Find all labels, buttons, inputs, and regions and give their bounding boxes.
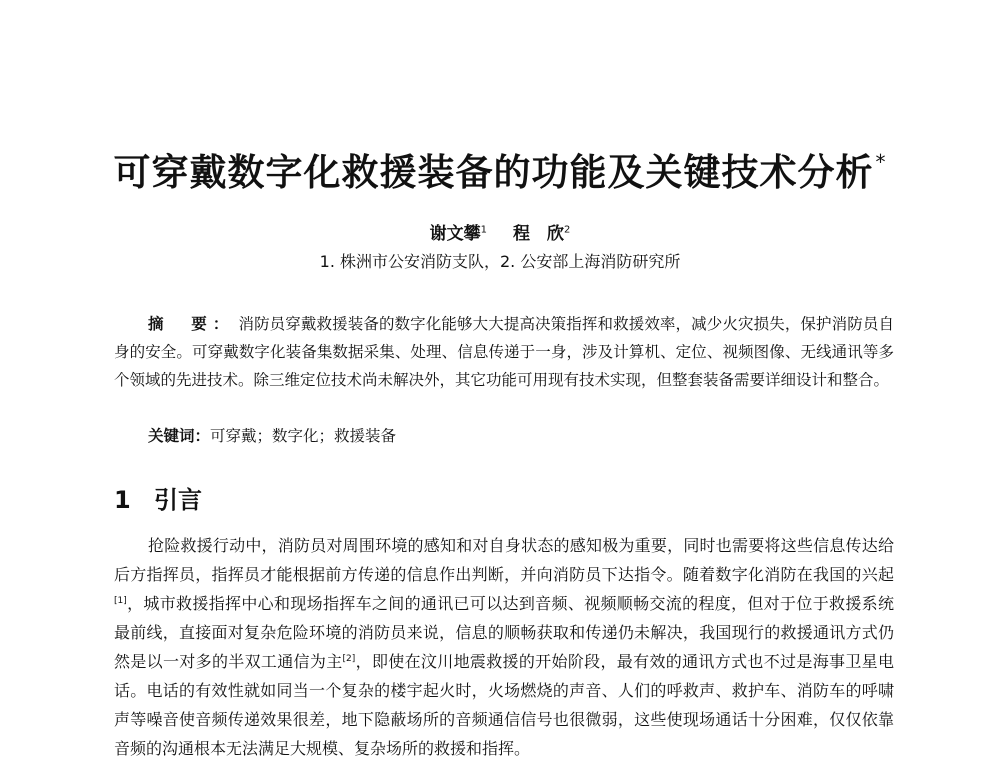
author-name: 谢文攀 [429, 224, 481, 244]
abstract-text: 消防员穿戴救援装备的数字化能够大大提高决策指挥和救援效率，减少火灾损失，保护消防员自身的安全。可穿戴数字化装备集数据采集、处理、信息传递于一身，涉及计算机、定位、视频图像、无线通讯等多个领域的先进技术。除三维定位技术尚未解决外，其它功能可用现有技术实现，但整套装备需要详细设计和整合。 [114, 315, 894, 389]
paper-title-text: 可穿戴数字化救援装备的功能及关键技术分析 [113, 151, 874, 194]
citation-mark: [2] [342, 654, 356, 664]
section-number: 1 [114, 486, 131, 514]
abstract [114, 310, 894, 394]
body-paragraph [114, 531, 894, 763]
author-line [0, 219, 1000, 244]
abstract-label: 摘 要： [148, 315, 235, 333]
author-affiliation-mark: 1 [480, 224, 487, 236]
section-heading [114, 480, 202, 515]
keywords-label: 关键词： [148, 427, 211, 445]
paragraph-text: ，即使在汶川地震救援的开始阶段，最有效的通讯方式也不过是海事卫星电话。电话的有效性就如同当一个复杂的楼宇起火时，火场燃烧的声音、人们的呼救声、救护车、消防车的呼啸声等噪音使音频传递效果很差，地下隐蔽场所的音频通信信号也很微弱，这些使现场通话十分困难，仅仅依靠音频的沟通根本无法满足大规模、复杂场所的救援和指挥。 [114, 652, 894, 758]
author-name: 程 欣 [513, 224, 564, 244]
section-title: 引言 [154, 486, 202, 514]
paper-title [0, 142, 1000, 196]
author-affiliation-mark: 2 [564, 224, 571, 236]
paragraph-text: ，城市救援指挥中心和现场指挥车之间的通讯已可以达到音频、视频顺畅交流的程度，但对于位于救援系统最前线，直接面对复杂危险环境的消防员来说，信息的顺畅获取和传递仍未解决，我国现行的救援通讯方式仍然是以一对多的半双工通信为主 [114, 594, 894, 671]
affiliation-line: 1. 株洲市公安消防支队，2. 公安部上海消防研究所 [319, 252, 681, 271]
paragraph-text: 抢险救援行动中，消防员对周围环境的感知和对自身状态的感知极为重要，同时也需要将这些信息传达给后方指挥员，指挥员才能根据前方传递的信息作出判断，并向消防员下达指令。随着数字化消防在我国的兴起 [114, 536, 894, 584]
keywords [148, 424, 396, 446]
title-footnote-mark: * [875, 150, 887, 174]
keywords-text: 可穿戴；数字化；救援装备 [210, 427, 397, 445]
citation-mark: [1] [114, 596, 127, 606]
